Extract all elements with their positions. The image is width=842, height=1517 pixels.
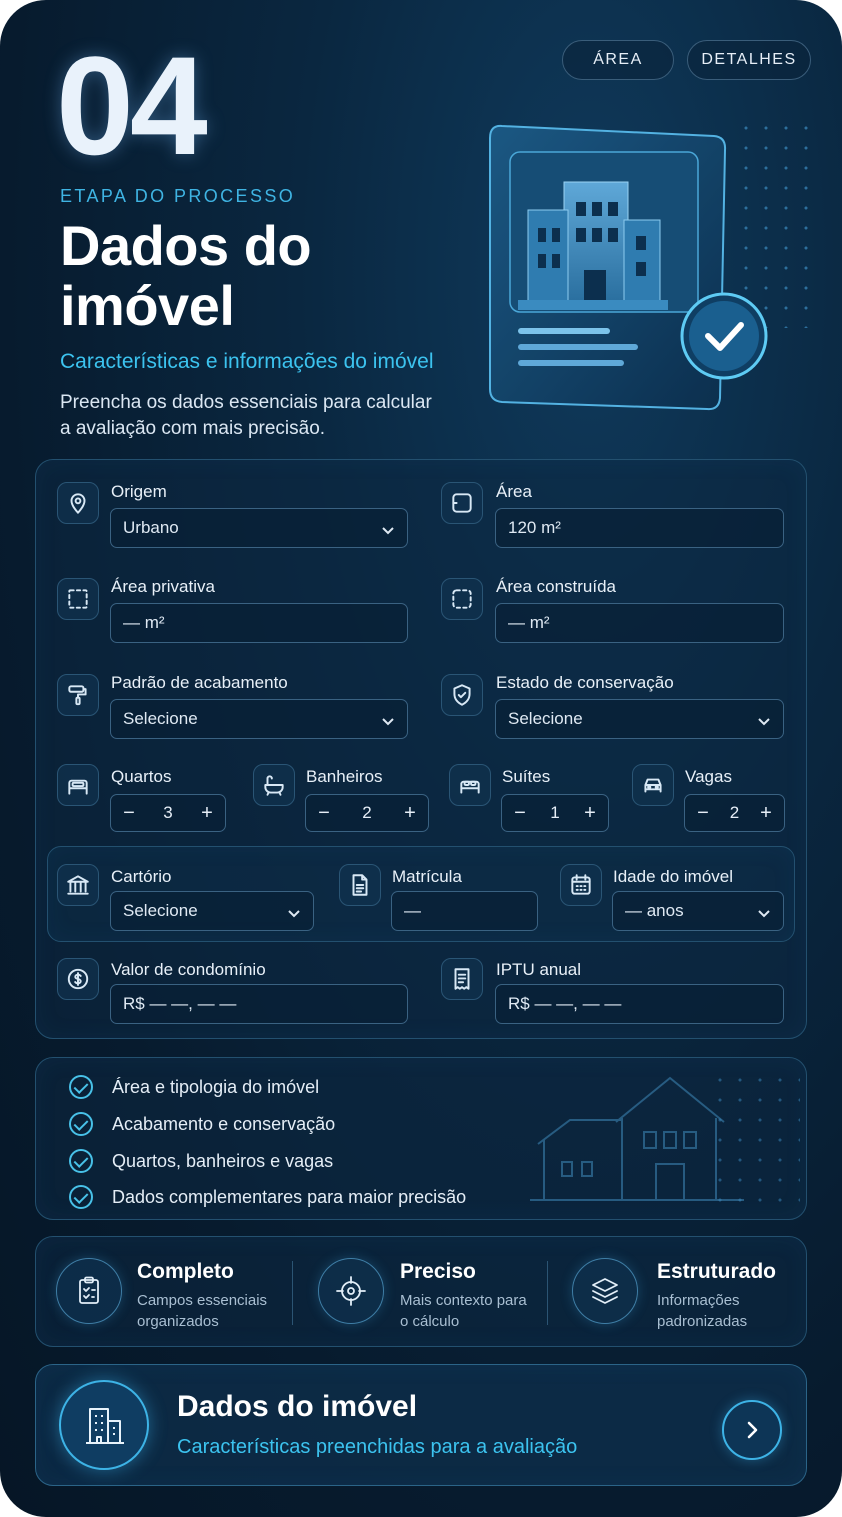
padrao-select[interactable] — [110, 699, 408, 739]
decrement-button[interactable]: − — [123, 802, 135, 824]
quartos-value: 3 — [163, 803, 173, 822]
paint-roller-icon — [57, 674, 99, 716]
quartos-label: Quartos — [111, 767, 172, 786]
page-description: Preencha os dados essenciais para calcular a avaliação com mais precisão. — [60, 392, 432, 439]
checklist-item: Dados complementares para maior precisão — [112, 1187, 467, 1207]
bank-icon — [57, 864, 99, 906]
dollar-icon — [57, 958, 99, 1000]
checklist-item: Acabamento e conservação — [112, 1114, 336, 1134]
estado-value: Selecione — [508, 709, 583, 728]
area-construida-input[interactable] — [495, 603, 784, 643]
check-circle-icon — [69, 1112, 93, 1136]
banheiros-stepper[interactable] — [305, 794, 429, 832]
vagas-stepper[interactable] — [684, 794, 785, 832]
estado-select[interactable] — [495, 699, 784, 739]
check-circle-icon — [69, 1149, 93, 1173]
padrao-value: Selecione — [123, 709, 198, 728]
check-circle-icon — [69, 1185, 93, 1209]
receipt-icon — [441, 958, 483, 1000]
location-pin-icon — [57, 482, 99, 524]
area-construida-value: — m² — [508, 613, 550, 632]
condominio-value: R$ — —, — — — [123, 994, 237, 1013]
area-label: Área — [496, 482, 532, 501]
iptu-input[interactable] — [495, 984, 784, 1024]
suites-stepper[interactable] — [501, 794, 609, 832]
increment-button[interactable]: + — [201, 802, 213, 824]
origem-label: Origem — [111, 482, 167, 501]
iptu-label: IPTU anual — [496, 960, 582, 979]
area-shape-icon — [441, 482, 483, 524]
vagas-label: Vagas — [685, 767, 732, 786]
house-illustration — [530, 1072, 760, 1212]
step-number: 04 — [56, 27, 204, 184]
check-circle-icon — [69, 1075, 93, 1099]
building-icon — [59, 1380, 149, 1470]
iptu-value: R$ — —, — — — [508, 994, 622, 1013]
padrao-label: Padrão de acabamento — [111, 673, 288, 692]
cartorio-value: Selecione — [123, 901, 198, 920]
idade-select[interactable] — [612, 891, 784, 931]
area-input[interactable] — [495, 508, 784, 548]
cartorio-label: Cartório — [111, 867, 172, 886]
vagas-value: 2 — [729, 803, 740, 822]
increment-button[interactable]: + — [584, 802, 596, 824]
decrement-button[interactable]: − — [318, 802, 330, 824]
matricula-value: — — [404, 901, 421, 920]
footer-title: Dados do imóvel — [177, 1390, 418, 1423]
feature-description: Mais contexto para o cálculo — [400, 1292, 527, 1330]
dashed-square-icon — [57, 578, 99, 620]
area-privativa-input[interactable] — [110, 603, 408, 643]
increment-button[interactable]: + — [404, 802, 416, 824]
checklist-item: Área e tipologia do imóvel — [112, 1077, 320, 1097]
banheiros-label: Banheiros — [306, 767, 383, 786]
feature-title: Estruturado — [657, 1260, 777, 1283]
chevron-down-icon — [757, 905, 771, 919]
suites-label: Suítes — [502, 767, 551, 786]
origem-select[interactable] — [110, 508, 408, 548]
chevron-down-icon — [287, 905, 301, 919]
chevron-right-icon — [741, 1419, 763, 1441]
summary-footer-card[interactable] — [35, 1364, 807, 1486]
cartorio-select[interactable] — [110, 891, 314, 931]
area-privativa-value: — m² — [123, 613, 165, 632]
dashed-square-icon — [441, 578, 483, 620]
matricula-label: Matrícula — [392, 867, 462, 886]
shield-check-icon — [441, 674, 483, 716]
car-icon — [632, 764, 674, 806]
bed-icon — [449, 764, 491, 806]
area-construida-label: Área construída — [496, 577, 617, 596]
area-privativa-label: Área privativa — [111, 577, 215, 596]
estado-label: Estado de conservação — [496, 673, 674, 692]
decrement-button[interactable]: − — [514, 802, 526, 824]
banheiros-value: 2 — [362, 803, 372, 822]
target-icon — [318, 1258, 384, 1324]
building-document-illustration — [488, 124, 728, 410]
tab-detalhes[interactable]: DETALHES — [687, 40, 811, 80]
document-icon — [339, 864, 381, 906]
feature-title: Preciso — [400, 1260, 476, 1283]
feature-description: Informações padronizadas — [657, 1292, 748, 1330]
idade-label: Idade do imóvel — [613, 867, 734, 886]
feature-description: Campos essenciais organizados — [137, 1292, 268, 1330]
tab-area[interactable]: ÁREA — [562, 40, 674, 80]
divider — [547, 1261, 548, 1325]
bed-icon — [57, 764, 99, 806]
footer-subtitle: Características preenchidas para a avaliação — [177, 1436, 578, 1458]
origem-value: Urbano — [123, 518, 179, 537]
decrement-button[interactable]: − — [697, 802, 709, 824]
area-value: 120 m² — [508, 518, 561, 537]
page-subtitle: Características e informações do imóvel — [60, 350, 434, 373]
idade-value: — anos — [625, 901, 684, 920]
chevron-down-icon — [381, 713, 395, 727]
feature-title: Completo — [137, 1260, 234, 1283]
matricula-input[interactable] — [391, 891, 538, 931]
page-title: Dados do imóvel — [60, 214, 312, 337]
calendar-icon — [560, 864, 602, 906]
next-button[interactable] — [722, 1400, 782, 1460]
checklist-item: Quartos, banheiros e vagas — [112, 1151, 334, 1171]
clipboard-check-icon — [56, 1258, 122, 1324]
quartos-stepper[interactable] — [110, 794, 226, 832]
stage-label: ETAPA DO PROCESSO — [60, 186, 296, 206]
layers-icon — [572, 1258, 638, 1324]
increment-button[interactable]: + — [760, 802, 772, 824]
divider — [292, 1261, 293, 1325]
chevron-down-icon — [757, 713, 771, 727]
bathtub-icon — [253, 764, 295, 806]
chevron-down-icon — [381, 522, 395, 536]
condominio-input[interactable] — [110, 984, 408, 1024]
suites-value: 1 — [550, 803, 560, 822]
condominio-label: Valor de condomínio — [111, 960, 266, 979]
